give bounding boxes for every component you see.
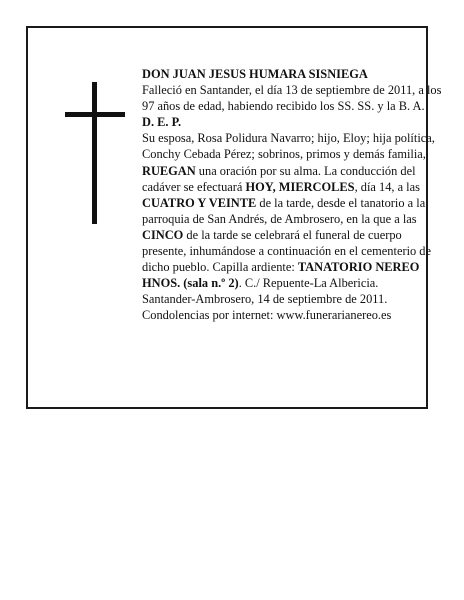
request-text-3: de la tarde, desde el tanatorio a la parroquia de San Andrés, de Ambrosero, en la que a las [142,195,426,226]
deceased-name: DON JUAN JESUS HUMARA SISNIEGA [142,67,368,81]
cross-icon [92,82,97,224]
day-text: HOY, MIERCOLES [245,179,355,194]
obituary-text [142,66,442,324]
ruegan-text: RUEGAN [142,163,196,178]
request-text-5: . C./ Repuente-La Albericia. [238,276,379,291]
cross-icon-crossbar [65,112,125,117]
funeral-time-text: CINCO [142,227,184,242]
place-date: Santander-Ambrosero, 14 de septiembre de 2011. [142,292,388,307]
chapel-text: TANATORIO NEREO HNOS. (sala n.º 2) [142,260,420,291]
funeral-request [142,163,442,292]
family-list: Su esposa, Rosa Polidura Navarro; hijo, Eloy; hija política, Conchy Cebada Pérez; sobrinos, primos y demás familia, [142,131,435,162]
request-text-4: de la tarde se celebrará el funeral de cuerpo presente, inhumándose a continuación en el cementerio de dicho pueblo. Capilla ardiente: [142,227,432,275]
request-text-2: , día 14, a las [354,179,420,194]
request-text-1: una oración por su alma. La conducción del cadáver se efectuará [142,163,416,194]
condolences-line: Condolencias por internet: www.funerarianereo.es [142,308,392,323]
obituary-notice-frame [26,26,442,409]
time-text: CUATRO Y VEINTE [142,195,257,210]
rip-line: D. E. P. [142,115,182,130]
death-info: Falleció en Santander, el día 13 de septiembre de 2011, a los 97 años de edad, habiendo recibido los SS. SS. y la B. A. [142,83,442,114]
